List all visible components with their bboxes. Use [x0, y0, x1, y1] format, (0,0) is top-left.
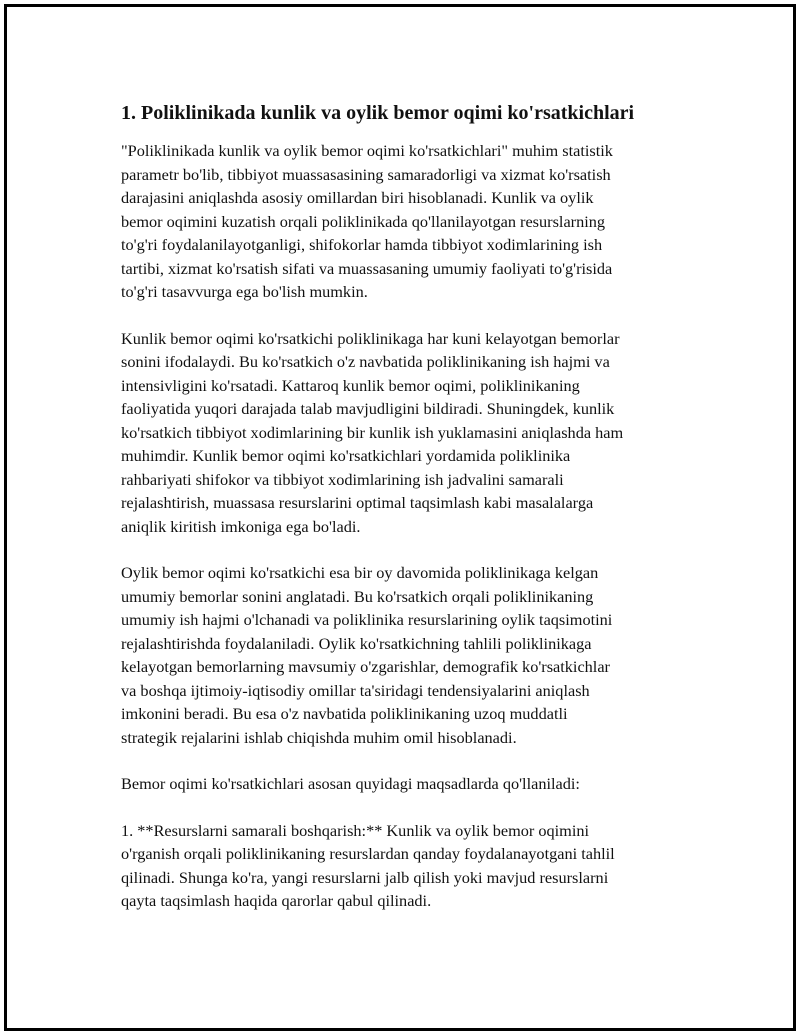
section-heading: 1. Poliklinikada kunlik va oylik bemor oqimi ko'rsatkichlari: [121, 102, 635, 124]
paragraph-daily-flow: Kunlik bemor oqimi ko'rsatkichi poliklinikaga har kuni kelayotgan bemorlar sonini ifodalaydi. Bu ko'rsatkich o'z navbatida poliklinikaning ish hajmi va intensivligini ko'rsatadi. Kattaroq kunlik bemor oqimi, poliklinikaning faoliyatida yuqori darajada talab mavjudligini bildiradi. Shuningdek, kunlik ko'rsatkich tibbiyot xodimlarining bir kunlik ish yuklamasini aniqlashda ham muhimdir. Kunlik bemor oqimi ko'rsatkichlari yordamida poliklinika rahbariyati shifokor va tibbiyot xodimlarining ish jadvalini samarali rejalashtirish, muassasa resurslarini optimal taqsimlash kabi masalalarga aniqlik kiritish imkoniga ega bo'ladi.: [121, 328, 624, 536]
document-body: [121, 99, 701, 936]
paragraph-monthly-flow: Oylik bemor oqimi ko'rsatkichi esa bir oy davomida poliklinikaga kelgan umumiy bemorlar sonini anglatadi. Bu ko'rsatkich orqali poliklinikaning umumiy ish hajmi o'lchanadi va poliklinika resurslarining oylik taqsimotini rejalashtirishda foydalaniladi. Oylik ko'rsatkichning tahlili poliklinikaga kelayotgan bemorlarning mavsumiy o'zgarishlar, demografik ko'rsatkichlar va boshqa ijtimoiy-iqtisodiy omillar ta'siridagi tendensiyalarini aniqlash imkonini beradi. Bu esa o'z navbatida poliklinikaning uzoq muddatli strategik rejalarini ishlab chiqishda muhim omil hisoblanadi.: [121, 563, 613, 747]
paragraph-purposes-intro: Bemor oqimi ko'rsatkichlari asosan quyidagi maqsadlarda qo'llaniladi:: [121, 774, 580, 793]
paragraph-list-item-1: 1. **Resurslarni samarali boshqarish:** Kunlik va oylik bemor oqimini o'rganish orqali poliklinikaning resurslardan qanday foydalanayotgani tahlil qilinadi. Shunga ko'ra, yangi resurslarni jalb qilish yoki mavjud resurslarni qayta taqsimlash haqida qarorlar qabul qilinadi.: [121, 820, 615, 910]
page-frame: [4, 4, 796, 1031]
paragraph-intro: "Poliklinikada kunlik va oylik bemor oqimi ko'rsatkichlari" muhim statistik parametr bo'lib, tibbiyot muassasasining samaradorligi va xizmat ko'rsatish darajasini aniqlashda asosiy omillardan biri hisoblanadi. Kunlik va oylik bemor oqimini kuzatish orqali poliklinikada qo'llanilayotgan resurslarning to'g'ri foydalanilayotganligi, shifokorlar hamda tibbiyot xodimlarining ish tartibi, xizmat ko'rsatish sifati va muassasaning umumiy faoliyati to'g'risida to'g'ri tasavvurga ega bo'lish mumkin.: [121, 141, 613, 301]
